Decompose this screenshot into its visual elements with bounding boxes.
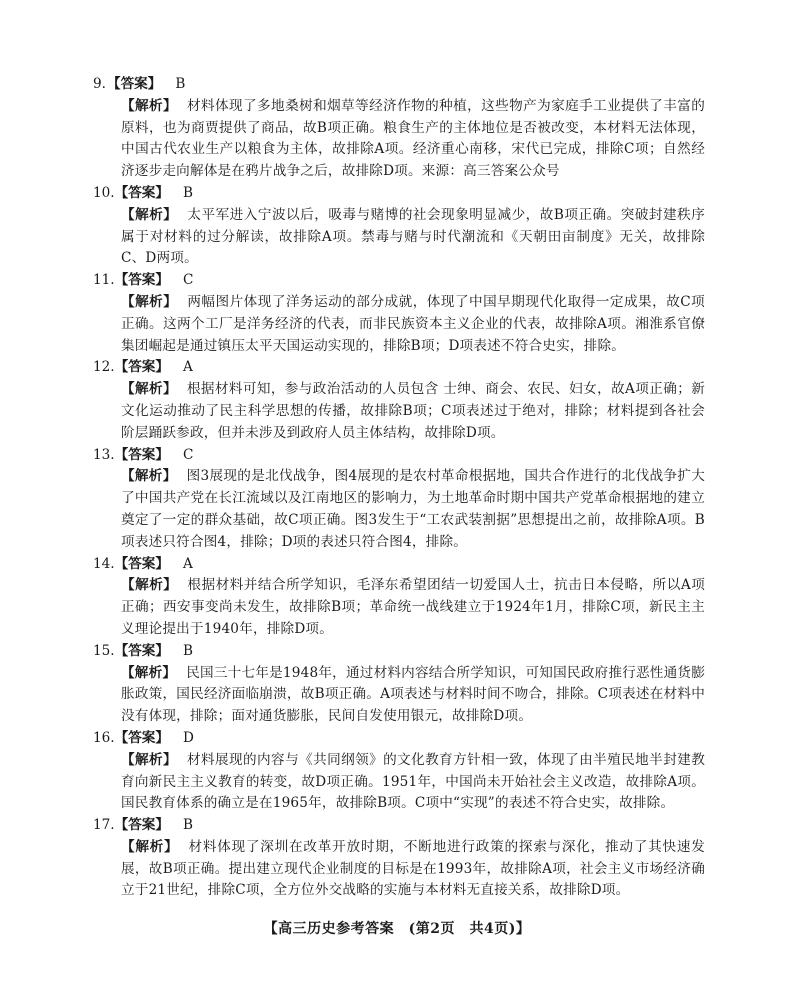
answer-line xyxy=(93,554,705,576)
explanation-label: 【解析】 xyxy=(121,838,179,855)
explanation-label: 【解析】 xyxy=(121,293,178,310)
question-number: 16. xyxy=(93,729,115,746)
explanation-text: 根据材料可知，参与政治活动的人员包含 士绅、商会、农民、妇女，故A项正确；新文化运动推动了民主科学思想的传播，故排除B项；C项表述过于绝对，排除；材料提到各社会阶层踊跃参政，但并未涉及到政府人员主体结构，故排除D项。 xyxy=(121,381,705,441)
page-footer: 【高三历史参考答案 (第2页 共4页)】 xyxy=(263,921,531,937)
answer-line xyxy=(93,357,705,379)
explanation-label: 【解析】 xyxy=(121,577,178,594)
answer-choice: D xyxy=(183,729,194,746)
answer-item-16 xyxy=(93,728,705,815)
answer-item-17 xyxy=(93,815,705,902)
explanation-label: 【解析】 xyxy=(121,664,177,681)
explanation-text: 材料体现了深圳在改革开放时期，不断地进行政策的探索与深化，推动了其快速发展，故B项正确。提出建立现代企业制度的目标是在1993年，故排除A项，社会主义市场经济确立于21世纪，排除C项，全方位外交战略的实施与本材料无直接关系，故排除D项。 xyxy=(121,838,705,899)
answer-choice: A xyxy=(183,555,193,572)
explanation xyxy=(93,663,705,728)
question-number: 14. xyxy=(93,555,115,572)
explanation-text: 太平军进入宁波以后，吸毒与赌博的社会现象明显减少，故B项正确。突破封建秩序属于对材料的过分解读，故排除A项。禁毒与赌与时代潮流和《天朝田亩制度》无关，故排除C、D两项。 xyxy=(121,206,705,267)
answer-label: 【答案】 xyxy=(114,446,169,463)
explanation xyxy=(93,96,705,183)
answer-item-11 xyxy=(93,270,705,357)
explanation-label: 【解析】 xyxy=(121,97,178,114)
answer-label: 【答案】 xyxy=(107,76,162,92)
answer-line xyxy=(93,641,705,663)
answer-label: 【答案】 xyxy=(114,359,169,376)
answer-line xyxy=(93,183,705,205)
explanation xyxy=(93,466,705,553)
answer-line xyxy=(93,74,705,96)
answer-choice: B xyxy=(183,184,193,201)
answer-label: 【答案】 xyxy=(114,184,169,201)
explanation xyxy=(93,379,705,444)
answer-choice: A xyxy=(183,359,193,376)
answer-choice: B xyxy=(183,817,193,834)
answer-line xyxy=(93,728,705,750)
explanation-text: 根据材料并结合所学知识，毛泽东希望团结一切爱国人士，抗击日本侵略，所以A项正确；西安事变尚未发生，故排除B项；革命统一战线建立于1924年1月，排除C项，新民主主义理论提出于1940年，排除D项。 xyxy=(121,577,705,637)
explanation xyxy=(93,292,705,357)
explanation-label: 【解析】 xyxy=(121,751,178,768)
answer-choice: C xyxy=(183,446,194,463)
explanation-label: 【解析】 xyxy=(121,381,177,398)
explanation-label: 【解析】 xyxy=(121,468,177,485)
answer-item-9 xyxy=(93,74,705,183)
explanation-text: 材料展现的内容与《共同纲领》的文化教育方针相一致，体现了由半殖民地半封建教育向新民主主义教育的转变，故D项正确。1951年，中国尚未开始社会主义改造，故排除A项。国民教育体系的确立是在1965年，故排除B项。C项中“实现”的表述不符合史实，故排除。 xyxy=(121,751,705,812)
answer-line xyxy=(93,815,705,837)
explanation-text: 民国三十七年是1948年，通过材料内容结合所学知识，可知国民政府推行恶性通货膨胀政策，国民经济面临崩溃，故B项正确。A项表述与材料时间不吻合，排除。C项表述在材料中没有体现，排除；面对通货膨胀，民间自发使用银元，故排除D项。 xyxy=(121,664,705,725)
answer-item-15 xyxy=(93,641,705,728)
answer-label: 【答案】 xyxy=(114,555,169,572)
explanation-text: 两幅图片体现了洋务运动的部分成就，体现了中国早期现代化取得一定成果，故C项正确。这两个工厂是洋务经济的代表，而非民族资本主义企业的代表，故排除A项。湘淮系官僚集团崛起是通过镇压太平天国运动实现的，排除B项；D项表述不符合史实，排除。 xyxy=(121,293,705,354)
explanation xyxy=(93,575,705,640)
explanation-label: 【解析】 xyxy=(121,206,178,223)
answer-item-14 xyxy=(93,554,705,641)
question-number: 12. xyxy=(93,359,115,376)
explanation-text: 材料体现了多地桑树和烟草等经济作物的种植，这些物产为家庭手工业提供了丰富的原料，也为商贾提供了商品，故B项正确。粮食生产的主体地位是否被改变，本材料无法体现，中国古代农业生产以粮食为主体，故排除A项。经济重心南移，宋代已完成，排除C项；自然经济逐步走向解体是在鸦片战争之后，故排除D项。来源：高三答案公众号 xyxy=(121,97,705,180)
explanation-text: 图3展现的是北伐战争，图4展现的是农村革命根据地，国共合作进行的北伐战争扩大了中国共产党在长江流域以及江南地区的影响力，为土地革命时期中国共产党革命根据地的建立奠定了一定的群众基础，故C项正确。图3发生于“工农武装割据”思想提出之前，故排除A项。B项表述只符合图4，排除；D项的表述只符合图4，排除。 xyxy=(121,468,705,550)
answer-line xyxy=(93,270,705,292)
answer-label: 【答案】 xyxy=(114,729,169,746)
answer-choice: B xyxy=(183,642,193,659)
question-number: 15. xyxy=(93,642,115,659)
answer-list xyxy=(93,74,705,902)
answer-item-13 xyxy=(93,445,705,554)
explanation xyxy=(93,750,705,815)
answer-choice: B xyxy=(175,76,186,92)
answer-item-10 xyxy=(93,183,705,270)
answer-label: 【答案】 xyxy=(114,642,169,659)
answer-item-12 xyxy=(93,357,705,444)
answer-label: 【答案】 xyxy=(114,272,169,289)
explanation xyxy=(93,205,705,270)
question-number: 17. xyxy=(93,817,115,834)
answer-choice: C xyxy=(183,272,194,289)
answer-line xyxy=(93,445,705,467)
answer-label: 【答案】 xyxy=(114,817,169,834)
question-number: 9. xyxy=(93,76,106,92)
question-number: 11. xyxy=(93,272,115,289)
question-number: 10. xyxy=(93,184,115,201)
explanation xyxy=(93,837,705,902)
question-number: 13. xyxy=(93,446,115,463)
